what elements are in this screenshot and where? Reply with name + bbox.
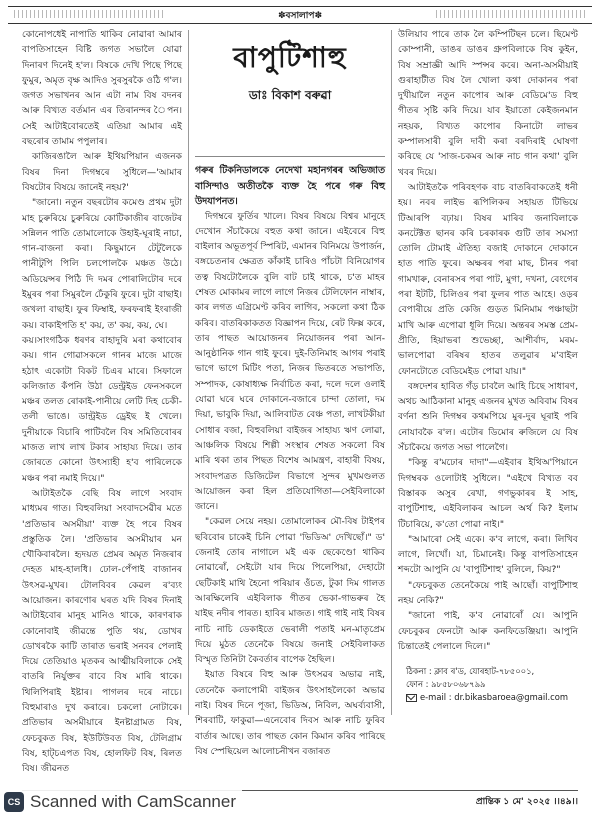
contact-email bbox=[406, 691, 578, 704]
paragraph: ইয়াত বিষৰে বিহু আৰু উৎসৱৰ অভাৱ নাই, তেনেকৈ কলাপোমী বাইজৰ উৎসাহলৈকো অভাৱ নাই। বিষৰ দিনে পূজা, ভিডিঅ, নিবিল, অঘৰ্ব্যবাসী, শিৰবাটি, ফাকুৱা—এনেবোৰ দিবস আৰু নাচি ফুৰিব বাৰ্তাৰ আছে। তাৰ পাছত কোন কিমান কৰিব পাৰিছে বিষ স্পেছিয়েল আলোচনীখন বজাৰত bbox=[195, 670, 385, 757]
paragraph: উলিয়াব পাৰে তাক লৈ কম্পিটিছন চলে। ছিমেণ্ট কোম্পানী, ডাঙৰ ডাঙৰ গ্ৰুপবিলাকে বিষ কুইন, বিষ সম্ৰাজ্ঞী আদি স্পন্সৰ কৰে। অনা-অসমীয়াই গুৰাহাটীত বিষ লৈ খোলা কথা দোকানৰ পৰা দুখীয়ালৈ নতুন কাপোৰ আৰু বেডিমে'ড বিহু গীতৰ সৃষ্টি কৰি দিয়ে। যাব ইয়াতো কেইজনমান নহয়ক, বিখ্যত কাপোৰ কিনাটো লাভৰ কম্পালসাৰী বুলি দাবী কৰা বৰদিৰাই ঘোষণা কৰিছে যে 'সাজ-চকমৰ আৰু নাচ গান কথা' বুলি খবৰ দিয়ে। bbox=[398, 30, 578, 178]
paragraph: "আমাৰো সেই একে। ক'ব লাগে, কৰা। লিখিব লাগে, লিখোঁ। যা, চিমানেই। কিন্তু বাপতিসাহেন শব্দটো আপুনি যে 'বাপুটিশাহু' বুলিলে, কিয়?" bbox=[398, 534, 578, 576]
contact-email-text: e-mail : dr.bikasbaroea@gmail.com bbox=[420, 692, 569, 703]
contact-phone: ফোন : ৯৮৫৮০৬৮৭৯৯ bbox=[406, 679, 486, 690]
paragraph: "ফেচবুকত তেনেকৈয়ে পাই আছোঁ। বাপুটিশাহু নহয় নেকি?" bbox=[398, 580, 578, 606]
watermark-text: Scanned with CamScanner bbox=[30, 792, 237, 811]
paragraph: দিগম্বৰে ফুৰ্তিৰ খালে। বিষৰ বিষয়ে বিশ্বৰ মানুহে দেখোন সঁচাকৈয়ে বহুত কথা জানে। এইবেৰে বিহু বাইলাৰ অভূতপূৰ্ব স্পিৰিট, এমানৰ বিনিময়ে উপাৰ্জন, বঙ্গচেতনাৰ ক্ষেত্ৰত কাঁকাই চাৰিও পাঁচটা বিনিয়োগৰ তত্ব বিষটোলৈকে বুলি বাট চাই থাকে, চ'ত মাহৰ শেষত মোকামৰ লাগে লাগে নিজৰ টেলিফোন নাম্বাৰ, কাৰ লগত এগ্ৰিমেণ্ট কৰিব লাগিব, সকলো কথা ঠিক কৰিব। বাতৰিকাকতত বিজ্ঞাপন দিয়ে, ৰেট ফিক্স কৰে, তাৰ পাছত আয়োজনৰ নিয়োজনৰ পৰা আন-আনুষ্ঠানিক গান গাই ফুৰে। দুই-তিনিমাহ আগৰ পৰাই ভাগে ভাগে মিটিং পতা, নিজৰ ভিতৰতে সভাপতি, সম্পাদক, কোষাধ্যক্ষ নিৰ্বাচিত কৰা, দলে দলে ওলাই যোৱা ঘৰে ঘৰে দোকানে-বজাৰে চান্দা তোলা, দম দিয়া, ভাবুকি দিয়া, আলিবাটত বেঞ্চ পতা, লাখটকীয়া সোধাৰ বজা, বিহুবলিয়া বাইজৰ সাহায্য ঋণ লোৱা, আঞ্চলিক বিষয়ে শিল্পী সংস্থাৰ শেষত সকলো বিষ মাৰি থকা তাৰ পিছত বিশেষ আমন্ত্ৰণ, বাহাৰী বিষয়, সংবাদপত্ৰত ডিজিটেল বিভাগে সুন্দৰ মুখমণ্ডলত আয়োজন কৰা হিল প্ৰতিযোগিতা—সেইবিলাকো জানে। bbox=[195, 211, 385, 513]
column-divider bbox=[188, 30, 189, 715]
contact-address: ঠিকনা : ক্লাব ৰ'ড, যোৰহাট-৭৮৫০০১, bbox=[406, 666, 535, 677]
column-middle bbox=[195, 28, 385, 757]
camscanner-logo-icon: CS bbox=[4, 792, 24, 812]
title-block bbox=[195, 36, 385, 157]
paragraph: "জানো। নতুন বছৰটোৰ কমেণ্ড প্ৰথম দুটা মাহ চুৰুৰিয়ে চুৰুৰিয়ে কোটিকাজীৰ বাজেটৰ সন্নিলন পাতি তোমালোকে উহাই-ঘূৰাই নাচা, গান-বাজনা কৰা। কিছুমানে টেটুলৈকে পানীটুপি পিলি চলপোলকৈ মঞ্চত উঠে। অডিয়েন্সৰ পিঠি দি দমৰ পোৰালিটোৰ দৰে ইমুৰৰ পৰা সিমুৰলৈ ঢেঁকুৰি ফুৰে। দুটা বাছাই। জখলা বাছাই। ফুৰ ফিম্বাই, ফৰফৰাই ইংৰাজী কয়। বাকাইপতি হ' কয়, ত' কয়, কয়, ঘে। bbox=[22, 198, 182, 331]
paragraph: কয়।সাংগঠিক ধৰণৰ বাহাদুৰি মৰা কথাবোৰ কয়। গান গোৱাসকলে গানৰ মাজে মাজে হঠাৎ একোটা বিকট চিএৰ মাৰে। সিফালে কলিজাত কঁপনি উঠা ডেন্ট্ৰইড ফেনসকলে মঞ্চৰ তলত ৰোকাই-পানীয়ে লেটি দিহ চেকী-তলী ভাঙে। ডান্ট্ৰইড ড্ৰেইছ ই খেলে। দুনীয়াকে বিচাৰি পাটিবলৈ বিষ সমিতিবোৰৰ মাজত লাখ লাখ টকাৰ সাহায্য দিয়ে। তাৰ জোৰতে কোনো উৎস্যাহী হ'ব পাৰিলেকে মঞ্চৰ পৰা নমাই দিয়ে।" bbox=[22, 335, 182, 484]
column-divider bbox=[391, 30, 392, 715]
article-title: বাপুটিশাহু bbox=[233, 41, 347, 74]
paragraph: "জানো পাই, ক'ব নোৱাৰোঁ যে। আপুনি ফেচবুকৰ ফেনটো আৰু কনফিডেঞ্জিয়া। আপুনি চিন্তাতেই পেলালে দিলে।" bbox=[398, 611, 578, 652]
section-title: ✽বসালাপ✽ bbox=[270, 8, 330, 23]
paragraph: আটাইতকৈ পৰিবহণক বাচ বাতৰিবাকতেই ধনী হয়। নবৰ লাইভ ৰূপিলিকৰ সহায়ত টিভিয়ে টিআৰপি বঢ়ায়। বিষৰ মাৰিব জনাবিলাকে কনটেক্টত ছানৰ কৰি চৰকাৰক গুটি তাৰ সমস্যা তোলি টোমাই ঐতিহ্য বজাই দোকানে দোকানে হাত পাতি ফুৰে। অক্ষৰৰ পৰা মাছ, চীনৰ পৰা গামখাৰু, বেনাৰসৰ পৰা পাট, মুগা, দখনা, বেংগেৰ পৰা ইটটি, চিলিওৰ পৰা ফুলৰ পাত আহে। ওড়ৰ বেপাৰীয়ে প্ৰতি কেজি গুড়ত মিনিমাম পঞ্চাছটা মাখি আৰু এপোৱা ধূলি দিয়ে। অন্তৰৰ সমস্ত প্ৰেম-প্ৰীতি, হিয়াভৰা শুভেচ্ছা, আশীৰ্বাদ, মৰম-ভালপোৱা বৰিষৰ হাতৰ তলুৱাৰ ম'বাইল ফোনটোতে বেডিমেইড পোৱা যায়।" bbox=[398, 182, 578, 377]
author-contact bbox=[398, 665, 578, 704]
paragraph: বঙ্গদেশৰ হাবিত গঁড় চাবলৈ আহি চিছে সাধাৰণ, অথচ আঠিকানা মানুহ এজনৰ মুখত অবিবাম বিষৰ বৰ্ণনা শুনি দিগম্বৰ কথমপিয়ে মুৰ-দুৰ ঘূৰাই পৰি নোযাবকৈ ৰ'ল। এটোৰ ডিমোৰ ৰুজিলে যে বিষ সঁচাকৈয়ে জগত সভা পালেগৈ। bbox=[398, 381, 578, 454]
column-right bbox=[398, 28, 578, 718]
paragraph: কাজিৰঙালৈ আৰু ইথিয়পিয়ান এজনক বিষৰ দিনা দিগম্বৰে সুধিলে—'আমাৰ বিষটোৰ বিষয়ে জানেই নহয়?' bbox=[22, 152, 182, 193]
paragraph: আটাইতকৈ বেছি বিষ লাগে সংবাদ মাধ্যমৰ গাত। বিহুবলিয়া সংবাদসেৱীৰ মতে 'প্ৰতিভাৰ অসমীয়া' ব্যক্ত হৈ পৰে বিষৰ প্ৰস্তুতিক লৈ। 'প্ৰতিভাৰ অসমীয়াৰ মন খৌকিবাৰলৈ। হৃদয়ত প্ৰেমৰ অমৃত নিজৰাৰ দেহত মাহ-হালধি। ঢোল-পেঁপাই বাজানৰ উৎসৱ-মুখৰ। টোলবিবৰ কেৱল ৰ'ব্যং আয়োজন। কাৰণোৰ ঘৰত যদি বিষৰ দিনাই আটাইবোৰ মানুহ মানিও থাকে, কাৰণৰাক কোনোবাই জীৱন্তে পুতি থয়, ডোখৰ ডোখৰকৈ কাটি তাৰাত ভৰাই সনবৰ পেলাই দিয়ে তেতিয়াও মৃতকৰ আত্মীয়বিলাকে সেই বাতৰি নিৰ্যুক্তৰ বাবে বিষ মাৰি থাকে। থিলিপিৰাই ইষ্টাৰ। পাগলৰ দৰে নাচে। বিহুমাৰাও দুখ কৰাৰে। চকলো নোটাকে। প্ৰতিভাৰ অসমীয়াৰে ইনষ্টাগ্ৰামত বিষ, ফেচবুকত বিষ, ইউটিউবত বিষ, টেলিগ্ৰাম বিষ, হাট্‌চএপত বিষ, হোলফিট বিষ, ৰিলত বিষ। জীৱনত bbox=[22, 488, 182, 775]
author-name: ডাঃ বিকাশ বৰুৱা bbox=[248, 88, 332, 102]
scanner-watermark bbox=[4, 790, 242, 814]
column-left bbox=[22, 28, 182, 775]
issue-info: প্ৰান্তিক ১ মে' ২০২৫ ।।৪৯।। bbox=[475, 797, 578, 807]
mail-icon bbox=[406, 694, 417, 702]
paragraph: "কিন্তু ৰ'মঢোৰ দাদা"—এইবাৰ ইথিঅ'পিয়ানে দিগম্বৰক ওলোটাই সুধিলে। "এইখে বিখ্যত বব বিস্তাৰক অসুৰ ৰেখা, গণভুকাৰৰ ই সাহ, বাপুটিশাহু, এইবিলাকৰ আচল অৰ্থ কি? ইলাম টিচাৰিয়ে, ক'তো পোৱা নাই।" bbox=[398, 458, 578, 530]
lead-paragraph: গৰুৰ টিকনিডালকে নেদেখা মহানগৰৰ অভিজাত বাসিন্দাও অতীতকৈ ব্যক্ত হৈ পৰে গৰু বিহু উদযাপনত। bbox=[195, 165, 385, 207]
paragraph: "কেৱল সেয়ে নহয়। তোমালোকৰ মৌ-বিষ টাইপৰ ছবিবোৰ চাকেই চিনি পোৱা 'ভিডিঅ' দেখিছোঁ।" ড' জেনাই তোৰ নাগালে মই এক ছেকেণ্ডো থাকিব নোৱাৰোঁ, সেইটো যাৰ দিয়ে পিলেপিয়া, দেহাটো ছেটিকাই মাথি হৈনো পৰিয়াৰ ওঁচত, টুকা দিম গালত আৰক্ষিলেৰি এইবিলাক গীতৰ ভেকা-গাভৰুৰ হৈ যাইছ নদীৰ পাৰত। হাবিৰ মাজত। গাই গাই নাই বিষৰ নাচি নাচি ডেকাইতে ভেৰালী পতাই মন-মাতৃপ্ৰেম দিয়ে মুঠত তেনেকৈ বিষয়ে জনাই সেইবিলাকত বিস্মৃত তিনিটা কৈবৰ্তাৰ বাপেক হৈছিল। bbox=[195, 517, 385, 666]
section-header bbox=[8, 6, 592, 24]
paragraph: কোনোপধেই নাপাতি থাকিব নোৱাৰা আমাৰ বাপতিসাহেন বিষ্টি জগত সভালৈ যোৱা দিনাৰণ দিনেই হ'ল। বিষকে দেখি পিছে পিছে ফুমুৰ, অমৃত বৃক্ষ আদিও সুৰসুৰকৈ ওঠি গ'ল। জগত সভাখনৰ আন এটা নাম বিষ বদনৰ আৰু বিখ্যত বৰ্তমান এৰ তিৰানন্দৰ ৈপন। সেই আটাইবোৰতেই এতিয়া আমাৰ এই বছৰোৰ তামাম পপুলাৰ। bbox=[22, 30, 182, 148]
